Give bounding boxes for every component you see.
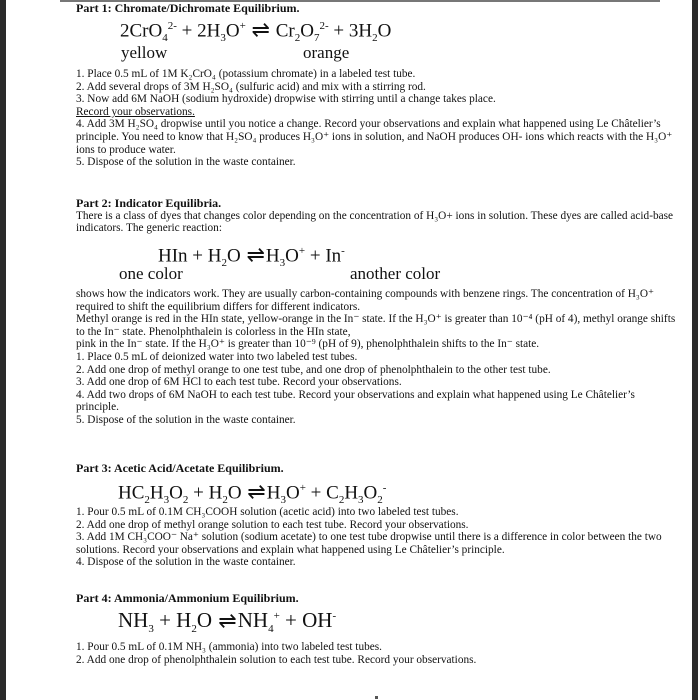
page-mark [375, 696, 378, 699]
part1-label-orange: orange [303, 43, 350, 62]
part1-equation: $2CrO_4^{2-} + 2H_3O^+$ ⇌ $Cr_2O_7^{2-} + 3H_2O$ [120, 17, 392, 45]
part2-heading-block [76, 197, 676, 235]
part1-heading-block [76, 2, 676, 15]
part2-intro: There is a class of dyes that changes color depending on the concentration of H₃O+ ions in solution. These dyes are called acid-base indicators. The generic reaction: [76, 209, 674, 235]
part2-line: shows how the indicators work. They are usually carbon-containing compounds with benzene rings. The concentration of H₃O⁺ required to shift the equilibrium differs for different indicators. [76, 288, 654, 313]
part2-line: Methyl orange is red in the HIn state, yellow-orange in the In⁻ state. If the H₃O⁺ is greater than 10⁻⁴ (pH of 4), methyl orange shifts to the In⁻ state. Phenolphthalein is colorless in the HIn state, [76, 313, 676, 338]
part1-steps [76, 68, 676, 169]
part1-step: 2. Add several drops of 3M H₂SO₄ (sulfuric acid) and mix with a stirring rod. [76, 80, 426, 93]
part2-step: 3. Add one drop of 6M HCl to each test tube. Record your observations. [76, 376, 402, 389]
part1-label-yellow: yellow [121, 43, 168, 62]
part4-steps [76, 641, 676, 666]
part3-step: 4. Dispose of the solution in the waste container. [76, 556, 296, 569]
part1-step: 5. Dispose of the solution in the waste container. [76, 156, 296, 169]
part4-equation: $NH_3 + H_2O$ $\rightleftharpoons NH_4^+ + OH^-$ [118, 608, 337, 636]
part2-label-another-color: another color [350, 264, 441, 283]
part2-label-one-color: one color [119, 264, 183, 283]
part3-step: 3. Add 1M CH₃COO⁻ Na⁺ solution (sodium acetate) to one test tube dropwise until there is a difference in color between the two solutions. Record your observations and explain what happened using Le Châtelier’s principle. [76, 531, 662, 556]
equilibrium-arrow-icon: ⇌ [247, 479, 266, 505]
part4-heading-block [76, 592, 676, 605]
part4-step: 1. Pour 0.5 mL of 0.1M NH₃ (ammonia) into two labeled test tubes. [76, 641, 382, 653]
part2-step: 5. Dispose of the solution in the waste container. [76, 413, 296, 426]
part3-steps [76, 506, 676, 569]
part2-step: 4. Add two drops of 6M NaOH to each test tube. Record your observations and explain what happened using Le Châtelier’s principle. [76, 388, 635, 414]
part2-body [76, 288, 676, 427]
part1-step: 1. Place 0.5 mL of 1M K₂CrO₄ (potassium chromate) in a labeled test tube. [76, 68, 416, 80]
part1-step: 3. Now add 6M NaOH (sodium hydroxide) dropwise with stirring until a change takes place. [76, 93, 496, 106]
part1-heading: Part 1: Chromate/Dichromate Equilibrium. [76, 1, 300, 15]
equilibrium-arrow-icon: ⇌ [218, 608, 237, 633]
part2-equation: HIn + $H_2O$ $\rightleftharpoons H_3O^+ + In^-$ [158, 242, 345, 270]
part2-line: pink in the In⁻ state. If the H₃O⁺ is greater than 10⁻⁹ (pH of 9), phenolphthalein shifts to the In⁻ state. [76, 338, 540, 351]
part1-record-observations: Record your observations. [76, 105, 195, 118]
part3-step: 1. Pour 0.5 mL of 0.1M CH₃COOH solution (acetic acid) into two labeled test tubes. [76, 506, 459, 518]
part1-step: 4. Add 3M H₂SO₄ dropwise until you notice a change. Record your observations and explain what happened using Le Châtelier’s principle. You need to know that H₂SO₄ produces H₃O⁺ ions in solution, and NaOH produces OH- ions which reacts with the H₃O⁺ ions to produce water. [76, 118, 673, 156]
left-page-edge [0, 0, 6, 700]
right-page-edge [692, 0, 698, 700]
part3-step: 2. Add one drop of methyl orange solution to each test tube. Record your observations. [76, 518, 469, 531]
part3-heading-block [76, 462, 676, 475]
equilibrium-arrow-icon: ⇌ [246, 242, 265, 268]
part2-step: 1. Place 0.5 mL of deionized water into two labeled test tubes. [76, 350, 358, 363]
part2-heading: Part 2: Indicator Equilibria. [76, 196, 222, 210]
equilibrium-arrow-icon: ⇌ [251, 17, 270, 43]
part4-heading: Part 4: Ammonia/Ammonium Equilibrium. [76, 591, 299, 605]
part2-step: 2. Add one drop of methyl orange to one test tube, and one drop of phenolphthalein to the other test tube. [76, 363, 551, 376]
part3-heading: Part 3: Acetic Acid/Acetate Equilibrium. [76, 461, 284, 475]
part4-step: 2. Add one drop of phenolphthalein solution to each test tube. Record your observations. [76, 653, 477, 666]
part3-equation: $HC_2H_3O_2 + H_2O$ $\rightleftharpoons H_3O^+ + C_2H_3O_2^-$ [118, 479, 387, 507]
